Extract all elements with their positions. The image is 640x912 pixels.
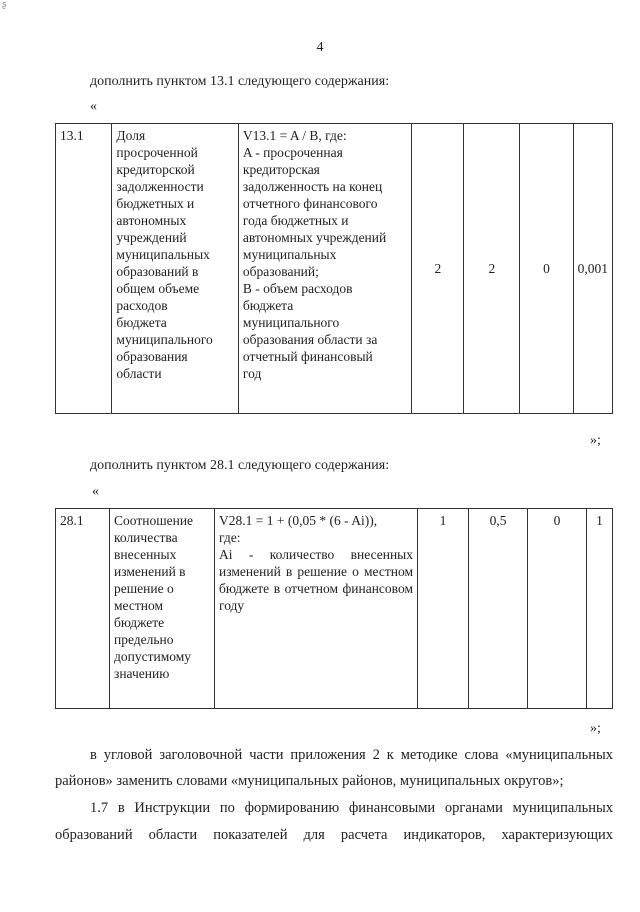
row-id: 28.1 bbox=[56, 509, 110, 709]
table-row bbox=[56, 509, 613, 709]
section2-open-quote: « bbox=[92, 484, 99, 499]
value-cell-1: 1 bbox=[418, 509, 469, 709]
value-cell-4: 1 bbox=[587, 509, 613, 709]
indicator-table-13-1 bbox=[55, 123, 613, 414]
formula-description: Ai - количество внесенных изменений в решение о местном бюджете в отчетном финансовом году bbox=[219, 547, 413, 613]
indicator-name: Соотношение количества внесенных изменений в решение о местном бюджете предельно допустимому значению bbox=[110, 509, 215, 709]
row-id: 13.1 bbox=[56, 124, 112, 414]
section1-close-quote: »; bbox=[590, 433, 601, 448]
value-cell-4: 0,001 bbox=[573, 124, 612, 414]
indicator-name: Доля просроченной кредиторской задолженности бюджетных и автономных учреждений муниципальных образований в общем объеме расходов бюджета муниципального образования области bbox=[112, 124, 238, 414]
formula-line: где: bbox=[219, 530, 241, 545]
value-cell-1: 2 bbox=[412, 124, 464, 414]
indicator-formula bbox=[215, 509, 418, 709]
paragraph-1-line-2: районов» заменить словами «муниципальных районов, муниципальных округов»; bbox=[55, 773, 564, 789]
section1-open-quote: « bbox=[90, 99, 97, 114]
value-cell-2: 0,5 bbox=[469, 509, 528, 709]
scan-mark: ʂ bbox=[2, 0, 7, 10]
indicator-table-28-1 bbox=[55, 508, 613, 709]
value-cell-3: 0 bbox=[520, 124, 573, 414]
table-row bbox=[56, 124, 613, 414]
paragraph-2-line-1: 1.7 в Инструкции по формированию финансовыми органами муниципальных bbox=[90, 800, 613, 816]
section2-intro: дополнить пунктом 28.1 следующего содержания: bbox=[90, 458, 390, 473]
page-number: 4 bbox=[316, 40, 324, 55]
value-cell-2: 2 bbox=[464, 124, 520, 414]
paragraph-2-line-2: образований области показателей для расчета индикаторов, характеризующих bbox=[55, 827, 613, 843]
value-cell-3: 0 bbox=[528, 509, 587, 709]
section1-intro: дополнить пунктом 13.1 следующего содержания: bbox=[90, 74, 390, 89]
indicator-formula: V13.1 = A / B, где: A - просроченная кредиторская задолженность на конец отчетного финансового года бюджетных и автономных учреждений муниципальных образований; B - объем расходов бюджета муниципального образования области за отчетный финансовый год bbox=[238, 124, 411, 414]
paragraph-1-line-1: в угловой заголовочной части приложения 2 к методике слова «муниципальных bbox=[90, 747, 613, 763]
section2-close-quote: »; bbox=[590, 721, 601, 736]
formula-line: V28.1 = 1 + (0,05 * (6 - Ai)), bbox=[219, 513, 378, 528]
